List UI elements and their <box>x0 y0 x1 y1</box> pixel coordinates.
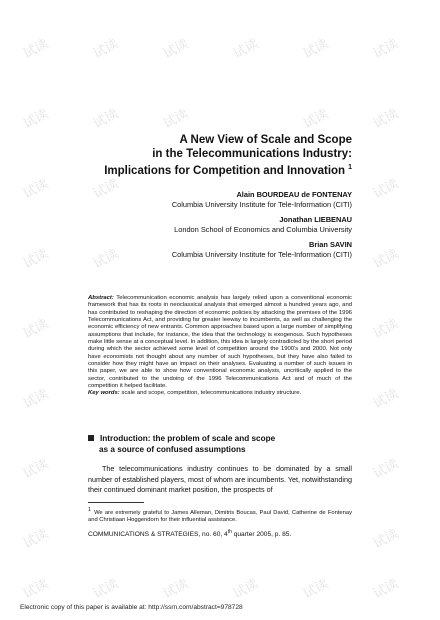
watermark: 试读 <box>90 176 121 202</box>
journal-sup: th <box>227 529 232 535</box>
watermark: 试读 <box>90 36 121 62</box>
watermark: 试读 <box>370 456 401 482</box>
abstract-label: Abstract: <box>88 295 114 301</box>
watermark: 试读 <box>370 316 401 342</box>
keywords-text: scale and scope, competition, telecommunications industry structure. <box>121 390 302 397</box>
section-heading-line: as a source of confused assumptions <box>99 445 246 454</box>
watermark: 试读 <box>300 106 331 132</box>
footnote <box>88 507 352 525</box>
paper-title <box>52 133 352 178</box>
watermark: 试读 <box>90 576 121 602</box>
author-affiliation: Columbia University Institute for Tele-Information (CITI) <box>171 250 352 259</box>
section-bullet-icon <box>88 435 94 441</box>
title-line: Implications for Competition and Innovation $^1$ <box>104 164 352 177</box>
author-affiliation: Columbia University Institute for Tele-Information (CITI) <box>171 200 352 209</box>
author-block <box>52 240 352 260</box>
watermark: 试读 <box>370 246 401 272</box>
watermark: 试读 <box>370 576 401 602</box>
watermark: 试读 <box>20 106 51 132</box>
footnote-divider <box>88 502 144 503</box>
watermark: 试读 <box>370 386 401 412</box>
watermark: 试读 <box>300 576 331 602</box>
watermark: 试读 <box>230 36 261 62</box>
abstract-text: Telecommunication economic analysis has largely relied upon a conventional economic framework that has its roots in neoclassical analysis that emerged almost a hundred years ago, and has contributed to reshaping the direction of economic policies by attacking the premises of the 1996 Telecommunications Act, and providing far greater leeway to incumbents, as well as challenging the economic efficiency of new entrants. Common approaches based upon a large number of simplifying assumptions that include, for instance, the idea that the technology is exogenous. Such hypotheses make little sense at a conceptual level. In addition, this idea is largely contradicted by the short period during which the sector achieved some level of competition around the 1900's and 2000. Not only have economists not thought about any number of such hypotheses, but they have also failed to consider how they might have an impact on their analyses. Evaluating a number of such issues in this paper, we are able to show how conventional economic analysis, uncritically applied to the sector, contributed to the undoing of the 1996 Telecommunications Act and of much of the competition it helped facilitate. <box>88 295 352 390</box>
watermark: 试读 <box>370 36 401 62</box>
watermark: 试读 <box>20 386 51 412</box>
author-name: Alain BOURDEAU de FONTENAY <box>236 190 352 199</box>
watermark: 试读 <box>90 246 121 272</box>
watermark: 试读 <box>370 526 401 552</box>
watermark: 试读 <box>160 36 191 62</box>
abstract <box>88 295 352 398</box>
watermark: 试读 <box>370 176 401 202</box>
watermark: 试读 <box>230 576 261 602</box>
section-heading-line: Introduction: the problem of scale and scope <box>100 434 276 443</box>
watermark: 试读 <box>20 456 51 482</box>
author-block <box>52 190 352 210</box>
title-line: A New View of Scale and Scope <box>179 134 352 146</box>
watermark: 试读 <box>20 176 51 202</box>
author-affiliation: London School of Economics and Columbia University <box>174 225 352 234</box>
body-paragraph: The telecommunications industry continues to be dominated by a small number of established players, most of whom are incumbents. Yet, notwithstanding their continued dominant market position, the prospects of <box>88 464 352 494</box>
watermark: 试读 <box>20 526 51 552</box>
watermark: 试读 <box>160 576 191 602</box>
footnote-marker[interactable]: 1 <box>348 164 352 171</box>
watermark: 试读 <box>20 36 51 62</box>
watermark: 试读 <box>90 106 121 132</box>
footnote-text: We are extremely grateful to James Alleman, Dimitris Boucas, Paul David, Catherine de Fontenay and Christiaan Hoggendorn for their influential assistance. <box>88 509 352 524</box>
footnote-number: 1 <box>88 507 92 513</box>
watermark: 试读 <box>370 106 401 132</box>
watermark: 试读 <box>20 576 51 602</box>
author-name: Jonathan LIEBENAU <box>279 215 352 224</box>
title-line: in the Telecommunications Industry: <box>152 148 352 160</box>
ssrn-availability-note[interactable]: Electronic copy of this paper is available at: http://ssrn.com/abstract=978728 <box>20 604 243 611</box>
watermark: 试读 <box>160 106 191 132</box>
journal-citation: COMMUNICATIONS & STRATEGIES, no. 60, 4th quarter 2005, p. 85. <box>88 529 292 539</box>
watermark: 试读 <box>20 246 51 272</box>
watermark: 试读 <box>300 36 331 62</box>
watermark: 试读 <box>20 316 51 342</box>
keywords-label: Key words: <box>88 390 120 397</box>
author-block <box>52 215 352 235</box>
section-heading <box>88 433 352 455</box>
author-name: Brian SAVIN <box>309 240 352 249</box>
